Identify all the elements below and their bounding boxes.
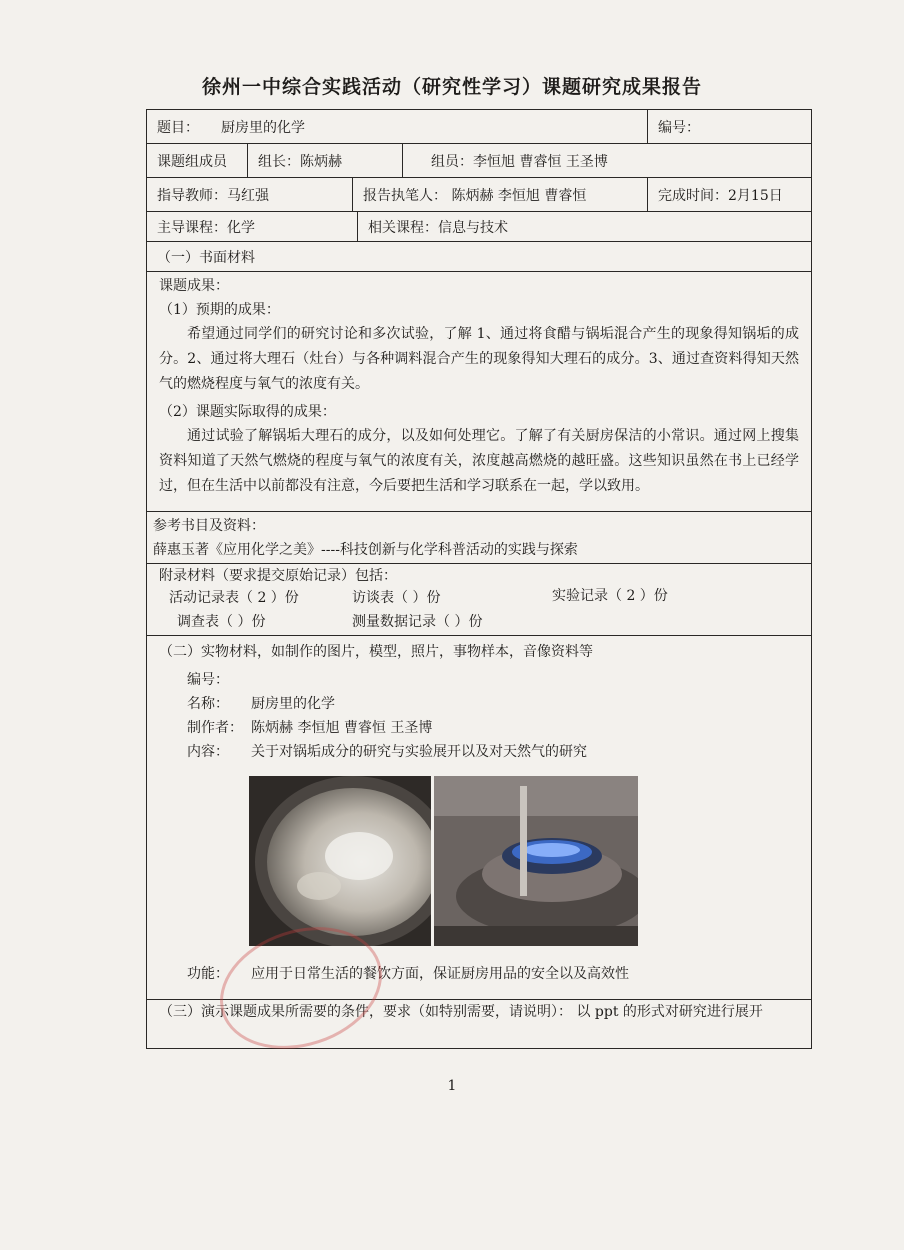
actual-label: （2）课题实际取得的成果： xyxy=(159,404,336,420)
measure-record: 测量数据记录（ ）份 xyxy=(352,614,483,630)
teacher-text: 指导教师：马红强 xyxy=(157,187,269,204)
references-row xyxy=(147,512,811,564)
section1-heading: （一）书面材料 xyxy=(157,249,255,266)
section2-heading: （二）实物材料，如制作的图片，模型，照片，事物样本，音像资料等 xyxy=(159,644,593,660)
maker-label: 制作者： xyxy=(187,720,243,736)
number-label: 编号： xyxy=(658,119,700,136)
section2-body xyxy=(147,636,811,1000)
gas-stove-photo xyxy=(434,776,638,946)
writers-text: 报告执笔人： 陈炳赫 李恒旭 曹睿恒 xyxy=(363,187,587,204)
members-text: 组员：李恒旭 曹睿恒 王圣博 xyxy=(431,153,608,170)
number-cell xyxy=(647,110,811,143)
content-label: 内容： xyxy=(187,744,229,760)
function-value: 应用于日常生活的餐饮方面，保证厨房用品的安全以及高效性 xyxy=(251,966,629,982)
leader-text: 组长：陈炳赫 xyxy=(258,153,342,170)
appendix-row xyxy=(147,564,811,636)
survey-record: 调查表（ ）份 xyxy=(177,614,266,630)
item-name-label: 名称： xyxy=(187,696,229,712)
report-form xyxy=(146,109,812,1049)
group-label: 课题组成员 xyxy=(157,153,227,170)
related-course: 相关课程：信息与技术 xyxy=(368,219,508,236)
item-name-value: 厨房里的化学 xyxy=(251,696,335,712)
interview-record: 访谈表（ ）份 xyxy=(352,590,441,606)
pot-scale-photo xyxy=(249,776,431,946)
section3-row xyxy=(147,1000,811,1048)
expected-label: （1）预期的成果： xyxy=(159,302,280,318)
section3-text: （三）演示课题成果所需要的条件，要求（如特别需要，请说明）： 以 ppt 的形式对研究进行展开 xyxy=(159,1004,763,1020)
results-label: 课题成果： xyxy=(159,278,229,294)
function-label: 功能： xyxy=(187,966,229,982)
course-row xyxy=(147,212,811,242)
activity-record: 活动记录表（ 2 ）份 xyxy=(169,590,299,606)
experiment-record: 实验记录（ 2 ）份 xyxy=(552,588,668,604)
section1-body xyxy=(147,272,811,512)
references-item: 薛惠玉著《应用化学之美》----科技创新与化学科普活动的实践与探索 xyxy=(153,542,578,558)
topic-value: 厨房里的化学 xyxy=(221,119,305,136)
page-number: 1 xyxy=(447,1078,457,1094)
teacher-row xyxy=(147,178,811,212)
report-title: 徐州一中综合实践活动（研究性学习）课题研究成果报告 xyxy=(201,76,702,98)
section1-heading-row xyxy=(147,242,811,272)
maker-value: 陈炳赫 李恒旭 曹睿恒 王圣博 xyxy=(251,720,433,736)
main-course: 主导课程：化学 xyxy=(157,219,255,236)
item-number-label: 编号： xyxy=(187,672,229,688)
group-row xyxy=(147,144,811,178)
actual-text: 通过试验了解锅垢大理石的成分，以及如何处理它。了解了有关厨房保洁的小常识。通过网上搜集资料知道了天然气燃烧的程度与氧气的浓度有关，浓度越高燃烧的越旺盛。这些知识虽然在书上已经学过，但在生活中以前都没有注意，今后要把生活和学习联系在一起，学以致用。 xyxy=(159,428,799,494)
content-value: 关于对锅垢成分的研究与实验展开以及对天然气的研究 xyxy=(251,744,587,760)
finish-time: 完成时间：2月15日 xyxy=(658,187,783,204)
topic-label: 题目： xyxy=(157,119,199,136)
expected-text: 希望通过同学们的研究讨论和多次试验，了解 1、通过将食醋与锅垢混合产生的现象得知锅垢的成分。2、通过将大理石（灶台）与各种调料混合产生的现象得知大理石的成分。3、通过查资料得知天然气的燃烧程度与氧气的浓度有关。 xyxy=(159,326,799,392)
topic-row xyxy=(147,110,811,144)
appendix-label: 附录材料（要求提交原始记录）包括： xyxy=(159,568,397,584)
references-label: 参考书目及资料： xyxy=(153,518,265,534)
